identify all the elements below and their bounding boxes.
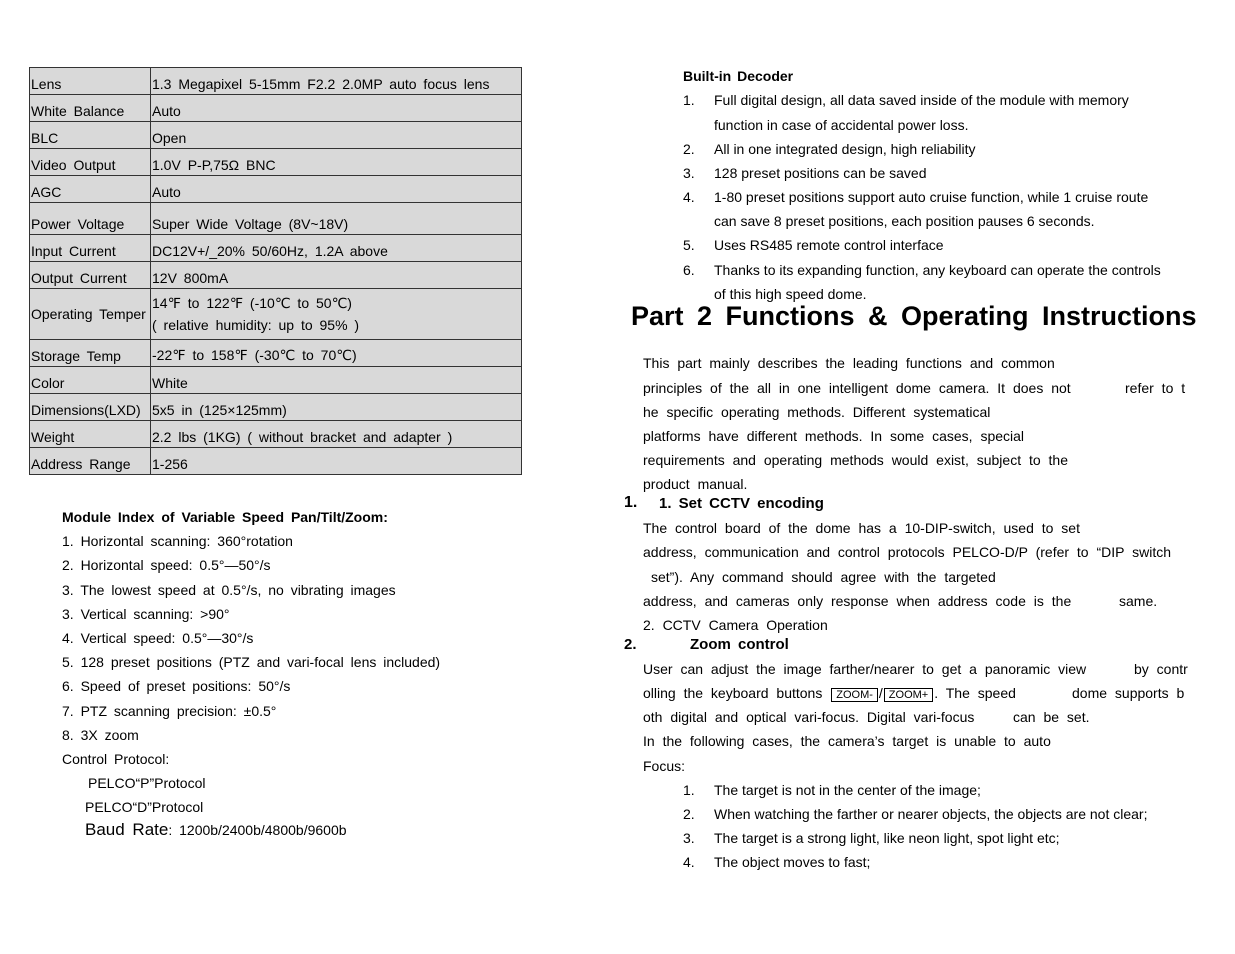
spec-value: Auto bbox=[151, 176, 522, 203]
section-1-line: address, communication and control protocols PELCO-D/P (refer to “DIP switch bbox=[643, 544, 1172, 560]
module-index-item: 5. 128 preset positions (PTZ and vari-focal lens included) bbox=[62, 654, 441, 670]
section-2-line-text: olling the keyboard buttons bbox=[643, 685, 823, 701]
module-index-item: 8. 3X zoom bbox=[62, 727, 139, 743]
section-1-number: 1. bbox=[624, 494, 638, 511]
spec-value: 2.2 lbs (1KG) ( without bracket and adapter ) bbox=[151, 421, 522, 448]
intro-line: refer to t bbox=[1125, 380, 1186, 396]
zoom-plus-key: ZOOM+ bbox=[884, 688, 933, 702]
section-2-line: dome supports b bbox=[1072, 685, 1185, 701]
spec-row bbox=[30, 394, 522, 421]
section-2-line: User can adjust the image farther/nearer to get a panoramic view bbox=[643, 661, 1087, 677]
decoder-item-number: 3. bbox=[683, 165, 695, 181]
intro-line: product manual. bbox=[643, 476, 748, 492]
spec-value: Super Wide Voltage (8V~18V) bbox=[151, 203, 522, 235]
key-separator: / bbox=[878, 685, 883, 701]
case-number: 3. bbox=[683, 830, 695, 846]
spec-table bbox=[29, 67, 522, 475]
spec-key: Input Current bbox=[30, 235, 151, 262]
intro-line: requirements and operating methods would exist, subject to the bbox=[643, 452, 1069, 468]
spec-value: DC12V+/_20% 50/60Hz, 1.2A above bbox=[151, 235, 522, 262]
spec-value bbox=[151, 289, 522, 340]
module-index-item: 3. Vertical scanning: >90° bbox=[62, 606, 230, 622]
case-text: The object moves to fast; bbox=[714, 854, 871, 870]
section-2-line: oth digital and optical vari-focus. Digital vari-focus bbox=[643, 709, 975, 725]
section-2-number: 2. bbox=[624, 636, 637, 653]
decoder-item-number: 2. bbox=[683, 141, 695, 157]
spec-key: Dimensions(LXD) bbox=[30, 394, 151, 421]
spec-row bbox=[30, 421, 522, 448]
decoder-item-line: Uses RS485 remote control interface bbox=[714, 237, 944, 253]
module-index-item: 4. Vertical speed: 0.5°—30°/s bbox=[62, 630, 254, 646]
spec-value: White bbox=[151, 367, 522, 394]
section-2-line: Focus: bbox=[643, 758, 686, 774]
spec-key: Weight bbox=[30, 421, 151, 448]
spec-row bbox=[30, 262, 522, 289]
section-1-line: address, and cameras only response when address code is the bbox=[643, 593, 1072, 609]
decoder-item-line: 128 preset positions can be saved bbox=[714, 165, 927, 181]
section-2-line: In the following cases, the camera’s target is unable to auto bbox=[643, 733, 1051, 749]
decoder-item-number: 1. bbox=[683, 92, 695, 108]
spec-value: 12V 800mA bbox=[151, 262, 522, 289]
section-2-line: can be set. bbox=[1013, 709, 1090, 725]
section-2-line bbox=[643, 685, 1016, 702]
spec-key: Output Current bbox=[30, 262, 151, 289]
module-index-item: 6. Speed of preset positions: 50°/s bbox=[62, 678, 291, 694]
decoder-item-line: can save 8 preset positions, each position pauses 6 seconds. bbox=[714, 213, 1095, 229]
spec-value-line: 14℉ to 122℉ (-10℃ to 50℃) bbox=[152, 295, 352, 311]
case-number: 1. bbox=[683, 782, 695, 798]
spec-key: Video Output bbox=[30, 149, 151, 176]
baud-rate-label: Baud Rate bbox=[85, 820, 169, 839]
intro-line: This part mainly describes the leading functions and common bbox=[643, 355, 1055, 371]
section-2-line-text: . The speed bbox=[934, 685, 1016, 701]
spec-key: Power Voltage bbox=[30, 203, 151, 235]
intro-line: he specific operating methods. Different systematical bbox=[643, 404, 991, 420]
baud-rate-value: : 1200b/2400b/4800b/9600b bbox=[168, 822, 347, 838]
decoder-item-line: function in case of accidental power loss. bbox=[714, 117, 969, 133]
spec-value: 1.3 Megapixel 5-15mm F2.2 2.0MP auto focus lens bbox=[151, 68, 522, 95]
spec-row bbox=[30, 448, 522, 475]
protocol-pelco-p: PELCO“P”Protocol bbox=[88, 775, 206, 791]
decoder-item-number: 6. bbox=[683, 262, 695, 278]
section-2-title: Zoom control bbox=[690, 636, 789, 653]
spec-key: Operating Temper bbox=[30, 289, 151, 340]
spec-key: Lens bbox=[30, 68, 151, 95]
spec-value: Auto bbox=[151, 95, 522, 122]
spec-key: Storage Temp bbox=[30, 340, 151, 367]
spec-key: Address Range bbox=[30, 448, 151, 475]
spec-value: 1-256 bbox=[151, 448, 522, 475]
module-index-title: Module Index of Variable Speed Pan/Tilt/Zoom: bbox=[62, 509, 388, 525]
section-1-title: 1. Set CCTV encoding bbox=[659, 495, 824, 512]
spec-value: Open bbox=[151, 122, 522, 149]
case-text: When watching the farther or nearer objects, the objects are not clear; bbox=[714, 806, 1148, 822]
decoder-item-line: Thanks to its expanding function, any keyboard can operate the controls bbox=[714, 262, 1161, 278]
spec-value: -22℉ to 158℉ (-30℃ to 70℃) bbox=[151, 340, 522, 367]
decoder-item-line: 1-80 preset positions support auto cruise function, while 1 cruise route bbox=[714, 189, 1149, 205]
protocol-pelco-d: PELCO“D”Protocol bbox=[85, 799, 204, 815]
spec-key: Color bbox=[30, 367, 151, 394]
case-text: The target is a strong light, like neon light, spot light etc; bbox=[714, 830, 1060, 846]
case-number: 4. bbox=[683, 854, 695, 870]
spec-row bbox=[30, 176, 522, 203]
spec-row bbox=[30, 149, 522, 176]
decoder-item-number: 4. bbox=[683, 189, 695, 205]
intro-line: platforms have different methods. In some cases, special bbox=[643, 428, 1025, 444]
spec-key: BLC bbox=[30, 122, 151, 149]
spec-row bbox=[30, 203, 522, 235]
section-1-line: 2. CCTV Camera Operation bbox=[643, 617, 828, 633]
baud-rate bbox=[85, 820, 347, 840]
decoder-item-line: of this high speed dome. bbox=[714, 286, 867, 302]
spec-row bbox=[30, 68, 522, 95]
spec-row bbox=[30, 95, 522, 122]
spec-row bbox=[30, 340, 522, 367]
decoder-title: Built-in Decoder bbox=[683, 68, 794, 84]
module-index-item: 7. PTZ scanning precision: ±0.5° bbox=[62, 703, 277, 719]
decoder-item-line: All in one integrated design, high reliability bbox=[714, 141, 976, 157]
spec-row bbox=[30, 367, 522, 394]
decoder-item-line: Full digital design, all data saved inside of the module with memory bbox=[714, 92, 1129, 108]
module-index-item: 1. Horizontal scanning: 360°rotation bbox=[62, 533, 293, 549]
case-number: 2. bbox=[683, 806, 695, 822]
decoder-item-number: 5. bbox=[683, 237, 695, 253]
spec-value: 1.0V P-P,75Ω BNC bbox=[151, 149, 522, 176]
section-1-line: The control board of the dome has a 10-DIP-switch, used to set bbox=[643, 520, 1080, 536]
section-2-line: by contr bbox=[1134, 661, 1188, 677]
module-index-item: 3. The lowest speed at 0.5°/s, no vibrating images bbox=[62, 582, 396, 598]
case-text: The target is not in the center of the image; bbox=[714, 782, 981, 798]
spec-row bbox=[30, 122, 522, 149]
spec-key: AGC bbox=[30, 176, 151, 203]
spec-value: 5x5 in (125×125mm) bbox=[151, 394, 522, 421]
spec-value-line: ( relative humidity: up to 95% ) bbox=[152, 317, 360, 333]
section-1-line: same. bbox=[1119, 593, 1158, 609]
module-index-item: 2. Horizontal speed: 0.5°—50°/s bbox=[62, 557, 271, 573]
section-1-line: set”). Any command should agree with the targeted bbox=[651, 569, 996, 585]
intro-line: principles of the all in one intelligent dome camera. It does not bbox=[643, 380, 1071, 396]
spec-key: White Balance bbox=[30, 95, 151, 122]
part-title: Part 2 Functions & Operating Instructions bbox=[631, 301, 1197, 331]
spec-row bbox=[30, 235, 522, 262]
control-protocol-label: Control Protocol: bbox=[62, 751, 170, 767]
spec-row bbox=[30, 289, 522, 340]
zoom-minus-key: ZOOM- bbox=[831, 688, 878, 702]
